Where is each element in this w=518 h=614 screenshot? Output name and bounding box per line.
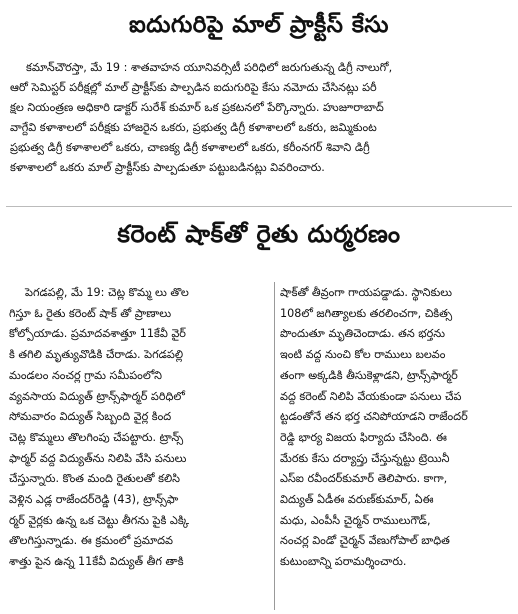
article2-line: నంచర్ల విండో చైర్మన్ వేణుగోపాల్ బాధిత bbox=[280, 534, 450, 548]
article2-line: విద్యుత్ ఏడీఈ వరుణ్‌కుమార్, ఏఈ bbox=[280, 493, 434, 507]
article2-line: చేస్తున్నారు. కొంత మంది రైతులతో కలిసి bbox=[9, 472, 181, 486]
article2-line: ఇంటి వద్ద నుంచి కోల రాములు బలవం bbox=[280, 348, 446, 362]
article2-line: వెళ్లిన ఎడ్ల రాజేందర్‌రెడ్డి (43), ట్రాన్స్‌ఫా bbox=[9, 493, 179, 507]
article2-line: సోమవారం విద్యుత్ సిబ్బంది వైర్ల కింద bbox=[9, 410, 172, 424]
article2-line: 108లో జగిత్యాలకు తరలించగా, చికిత్స bbox=[280, 306, 453, 320]
article2-line: కుటుంబాన్ని పరామర్శించారు. bbox=[280, 555, 407, 569]
article2-line: మధు, ఎంపీసీ చైర్మన్ రాములుగౌడ్, bbox=[280, 513, 431, 527]
article2-line: ర్మర్ వైర్లకు ఉన్న ఒక చెట్టు తీగను పైకి ఎక్కి bbox=[9, 513, 190, 527]
article1-line: వాగ్దేవి కళాశాలలో పరీక్షకు హాజరైన ఒకరు, ప్రభుత్వ డిగ్రీ కళాశాలలో ఒకరు, జమ్మికుంట bbox=[10, 121, 377, 134]
article1-line: క్షల నియంత్రణ అధికారి డాక్టర్ సురేశ్ కుమార్ ఒక ప్రకటనలో పేర్కొన్నారు. హుజూరాబాద్ bbox=[10, 101, 384, 114]
article2-line: ఫార్మర్ వద్ద విద్యుత్‌ను నిలిపి వేసి పనులు bbox=[9, 451, 187, 465]
article2-line: గిస్తూ ఓ రైతు కరెంట్ షాక్ తో ప్రాణాలు bbox=[9, 306, 172, 320]
article2-line: చెట్ల కొమ్మలు తొలగింపు చేపట్టారు. ట్రాన్స్ bbox=[9, 430, 184, 444]
article2-line: కోల్పోయాడు. ప్రమాదవశాత్తూ 11కేవీ వైర్ bbox=[9, 327, 186, 341]
article2-line: కి తగిలి మృత్యువొడికి చేరాడు. పెగడపల్లి bbox=[9, 348, 184, 362]
article2-headline: కరెంట్ షాక్‌తో రైతు దుర్మరణం bbox=[117, 220, 401, 248]
article1-headline: ఐదుగురిపై మాల్ ప్రాక్టీస్ కేసు bbox=[129, 12, 389, 38]
article1-line: కమాన్‌చౌరస్తా, మే 19 : శాతవాహన యూనివర్సిటీ పరిధిలో జరుగుతున్న డిగ్రీ నాలుగో, bbox=[26, 61, 393, 74]
article2-line: ఎస్‌ఐ రవీందర్‌కుమార్ తెలిపారు. కాగా, bbox=[280, 472, 448, 486]
article1-body bbox=[10, 58, 508, 178]
article2-line: షాక్‌తో తీవ్రంగా గాయపడ్డాడు. స్థానికులు bbox=[280, 286, 453, 299]
section-divider bbox=[6, 206, 512, 207]
article1-line: కళాశాలలో ఒకరు మాల్ ప్రాక్టీస్‌కు పాల్పడుతూ పట్టుబడినట్లు వివరించారు. bbox=[10, 161, 325, 174]
article2-line: ట్టడంతోనే తన భర్త చనిపోయాడని రాజేందర్ bbox=[280, 410, 468, 424]
article2-line: పెగడపల్లి, మే 19: చెట్ల కొమ్మ లు తొల bbox=[25, 286, 189, 299]
article2-left-column bbox=[9, 283, 271, 573]
article2-right-column bbox=[280, 283, 510, 573]
article2-line: వద్ద కరెంట్ నిలిపి వేయకుండా పనులు చేప bbox=[280, 389, 462, 403]
column-divider bbox=[274, 282, 275, 610]
article2-line: మండలం నంచర్ల గ్రామ సమీపంలోని bbox=[9, 368, 162, 382]
article2-line: శాత్తు పైన ఉన్న 11కేవీ విద్యుత్ తీగ తాకి bbox=[9, 555, 184, 569]
article1-line: ప్రభుత్వ డిగ్రీ కళాశాలలో ఒకరు, చాణక్య డిగ్రీ కళాశాలలో ఒకరు, కరీంనగర్ శివాని డిగ్రీ bbox=[10, 141, 370, 154]
article2-line: మేరకు కేసు దర్యాప్తు చేస్తున్నట్టు ట్రెయినీ bbox=[280, 451, 450, 465]
article2-line: తంగా అక్కడికి తీసుకెళ్లాడని, ట్రాన్స్‌ఫార్మర్ bbox=[280, 368, 458, 382]
article1-line: ఆరో సెమిస్టర్ పరీక్షల్లో మాల్ ప్రాక్టీస్‌కు పాల్పడిన ఐదుగురిపై కేసు నమోదు చేసినట్లు పరీ bbox=[10, 81, 377, 94]
article2-line: వ్యవసాయ విద్యుత్ ట్రాన్స్‌ఫార్మర్ పరిధిలో bbox=[9, 389, 185, 403]
article2-line: రెడ్డి భార్య విజయ ఫిర్యాదు చేసింది. ఈ bbox=[280, 430, 447, 444]
article2-line: పొందుతూ మృతిచెందాడు. తన భర్తను bbox=[280, 327, 445, 341]
article2-line: తొలగిస్తున్నాడు. ఈ క్రమంలో ప్రమాదవ bbox=[9, 534, 174, 548]
